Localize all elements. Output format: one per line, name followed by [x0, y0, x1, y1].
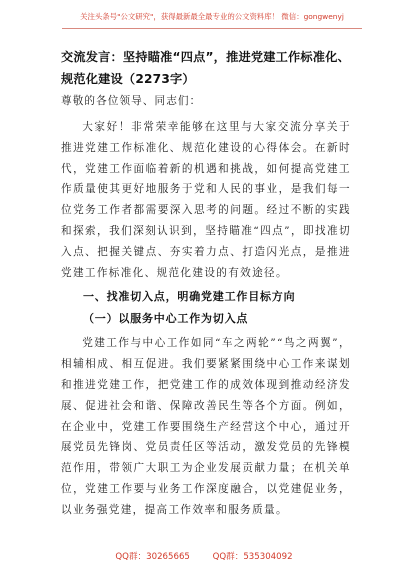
page-footer — [0, 548, 408, 566]
header-banner: 关注头条号"公文研究"，获得最新最全最专业的公文资料库！ 微信：gongwenyj — [80, 12, 344, 21]
document-body — [61, 46, 351, 521]
footer-qq-group-1: QQ群：30265665 — [115, 552, 190, 562]
subsection-paragraph-1: 党建工作与中心工作如同“车之两轮”“鸟之两翼”，相辅相成、相互促进。我们要紧紧围绕中心工作来谋划和推进党建工作，把党建工作的成效体现到推动经济发展、促进社会和谐、保障改善民生等各个方面。例如，在企业中，党建工作要围绕生产经营这个中心，通过开展党员先锋岗、党员责任区等活动，激发党员的先锋模范作用，带领广大职工为企业发展贡献力量；在机关单位，党建工作要与业务工作深度融合，以党建促业务，以业务强党建，提高工作效率和服务质量。 — [61, 337, 351, 516]
footer-qq-group-2: QQ群：535304092 — [212, 552, 293, 562]
intro-paragraph: 大家好！非常荣幸能够在这里与大家交流分享关于推进党建工作标准化、规范化建设的心得体会。在新时代，党建工作面临着新的机遇和挑战，如何提高党建工作质量使其更好地服务于党和人民的事业，是我们每一位党务工作者都需要深入思考的问题。经过不断的实践和探索，我们深刻认识到，坚持瞄准“四点”，即找准切入点、把握关键点、夯实着力点、打造闪光点，是推进党建工作标准化、规范化建设的有效途径。 — [61, 121, 351, 279]
section-heading-1: 一、找准切入点，明确党建工作目标方向 — [83, 290, 296, 304]
subsection-heading-1: （一）以服务中心工作为切入点 — [83, 312, 249, 326]
header-divider — [62, 28, 362, 29]
salutation: 尊敬的各位领导、同志们： — [61, 95, 202, 107]
document-title: 交流发言：坚持瞄准“四点”，推进党建工作标准化、规范化建设（2273字） — [61, 50, 350, 86]
